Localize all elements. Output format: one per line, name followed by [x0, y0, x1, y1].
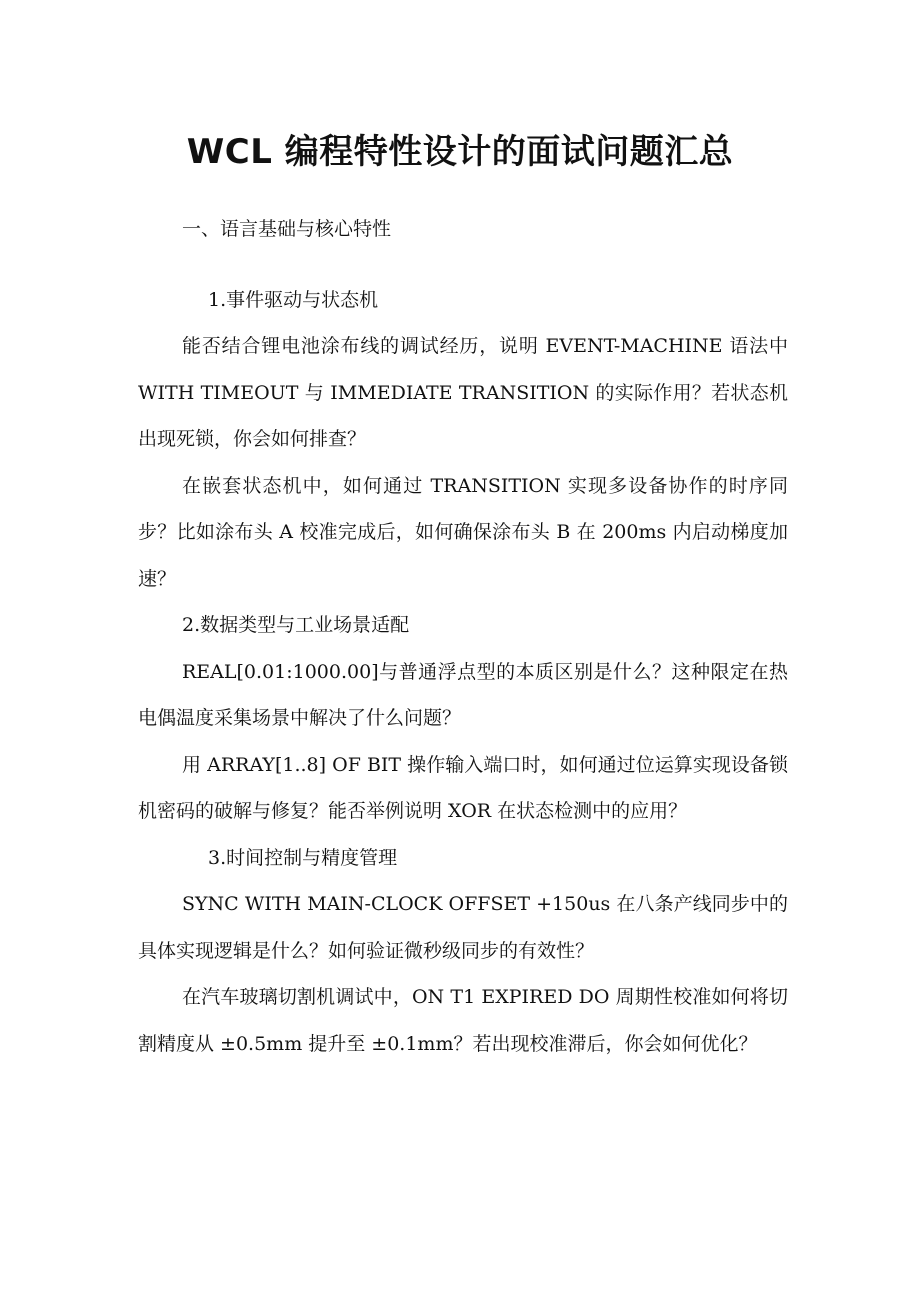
paragraph-3-1: SYNC WITH MAIN-CLOCK OFFSET +150us 在八条产线同步中的具体实现逻辑是什么？如何验证微秒级同步的有效性？	[138, 893, 788, 962]
paragraph-2-2: 用 ARRAY[1..8] OF BIT 操作输入端口时，如何通过位运算实现设备锁机密码的破解与修复？能否举例说明 XOR 在状态检测中的应用？	[138, 753, 788, 822]
paragraph-3-2: 在汽车玻璃切割机调试中，ON T1 EXPIRED DO 周期性校准如何将切割精度从 ±0.5mm 提升至 ±0.1mm？若出现校准滞后，你会如何优化？	[138, 986, 788, 1055]
paragraph-1-1: 能否结合锂电池涂布线的调试经历，说明 EVENT-MACHINE 语法中 WITH TIMEOUT 与 IMMEDIATE TRANSITION 的实际作用？若状态机出现死锁，你会如何排查？	[138, 335, 788, 450]
subsection-heading-1: 1.事件驱动与状态机	[208, 288, 379, 311]
subsection-heading-2: 2.数据类型与工业场景适配	[182, 614, 410, 636]
document-body	[138, 206, 788, 1067]
paragraph-1-2: 在嵌套状态机中，如何通过 TRANSITION 实现多设备协作的时序同步？比如涂布头 A 校准完成后，如何确保涂布头 B 在 200ms 内启动梯度加速？	[138, 474, 788, 590]
subsection-heading-3: 3.时间控制与精度管理	[208, 846, 398, 869]
section-heading-1: 一、语言基础与核心特性	[182, 218, 392, 240]
document-title: WCL 编程特性设计的面试问题汇总	[186, 132, 734, 172]
paragraph-2-1: REAL[0.01:1000.00]与普通浮点型的本质区别是什么？这种限定在热电偶温度采集场景中解决了什么问题？	[138, 660, 788, 729]
